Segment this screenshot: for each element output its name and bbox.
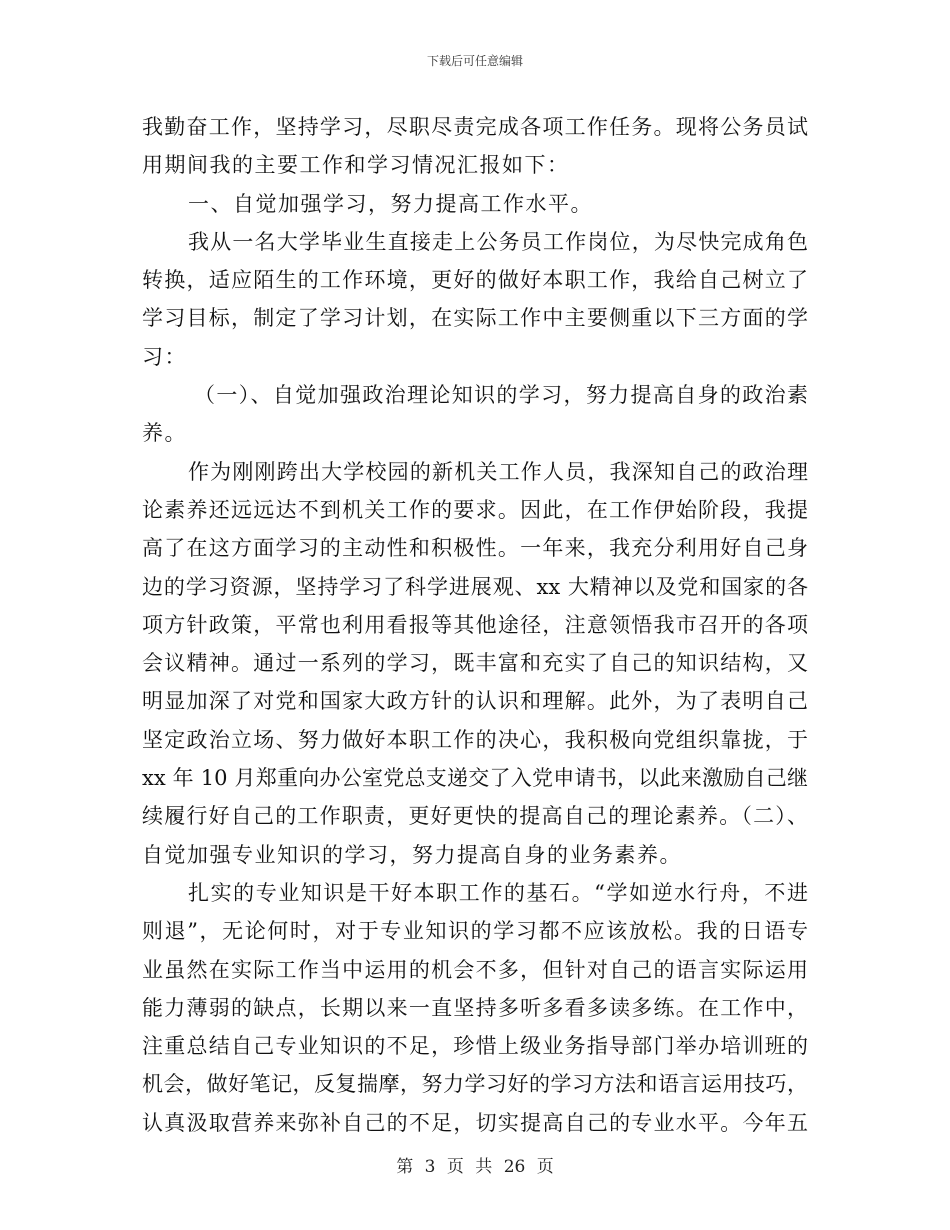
text-line: 转换，适应陌生的工作环境，更好的做好本职工作，我给自己树立了 xyxy=(142,268,808,293)
text-line: 坚定政治立场、努力做好本职工作的决心，我积极向党组织靠拢，于 xyxy=(142,727,808,752)
text-line: 注重总结自己专业知识的不足，珍惜上级业务指导部门举办培训班的 xyxy=(142,1034,808,1059)
text-line: 用期间我的主要工作和学习情况汇报如下： xyxy=(142,153,570,178)
section-heading: 一、自觉加强学习，努力提高工作水平。 xyxy=(188,191,593,216)
text-line: 续履行好自己的工作职责，更好更快的提高自己的理论素养。（二）、 xyxy=(142,804,808,829)
text-line: 则退”，无论何时，对于专业知识的学习都不应该放松。我的日语专 xyxy=(142,919,808,944)
text-line: 业虽然在实际工作当中运用的机会不多，但针对自己的语言实际运用 xyxy=(142,957,808,982)
page-header: 下载后可任意编辑 xyxy=(426,54,523,68)
text-line: 会议精神。通过一系列的学习，既丰富和充实了自己的知识结构，又 xyxy=(142,651,808,676)
text-line: 扎实的专业知识是干好本职工作的基石。“学如逆水行舟，不进 xyxy=(188,880,808,905)
text-line: 能力薄弱的缺点，长期以来一直坚持多听多看多读多练。在工作中， xyxy=(142,995,808,1020)
text-line: 高了在这方面学习的主动性和积极性。一年来，我充分利用好自己身 xyxy=(142,536,808,561)
subsection-heading: （一）、自觉加强政治理论知识的学习，努力提高自身的政治素 xyxy=(194,383,808,408)
text-line: 自觉加强专业知识的学习，努力提高自身的业务素养。 xyxy=(142,842,682,867)
document-body xyxy=(142,108,808,1142)
text-line: xx 年 10 月郑重向办公室党总支递交了入党申请书，以此来激励自己继 xyxy=(142,766,808,791)
text-line: 我从一名大学毕业生直接走上公务员工作岗位，为尽快完成角色 xyxy=(188,229,808,254)
text-line: 论素养还远远达不到机关工作的要求。因此，在工作伊始阶段，我提 xyxy=(142,497,808,522)
text-line: 边的学习资源，坚持学习了科学进展观、xx 大精神以及党和国家的各 xyxy=(142,574,808,599)
text-line: 养。 xyxy=(142,421,187,446)
text-line: 项方针政策，平常也利用看报等其他途径，注意领悟我市召开的各项 xyxy=(142,612,808,637)
text-line: 习： xyxy=(142,344,187,369)
text-line: 机会，做好笔记，反复揣摩，努力学习好的学习方法和语言运用技巧， xyxy=(142,1072,808,1097)
text-line: 明显加深了对党和国家大政方针的认识和理解。此外，为了表明自己 xyxy=(142,689,808,714)
text-line: 认真汲取营养来弥补自己的不足，切实提高自己的专业水平。今年五 xyxy=(142,1110,808,1135)
text-line: 学习目标，制定了学习计划，在实际工作中主要侧重以下三方面的学 xyxy=(142,306,808,331)
page-number: 第 3 页 共 26 页 xyxy=(396,1157,554,1177)
text-line: 作为刚刚跨出大学校园的新机关工作人员，我深知自己的政治理 xyxy=(188,459,808,484)
text-line: 我勤奋工作，坚持学习，尽职尽责完成各项工作任务。现将公务员试 xyxy=(142,115,808,139)
